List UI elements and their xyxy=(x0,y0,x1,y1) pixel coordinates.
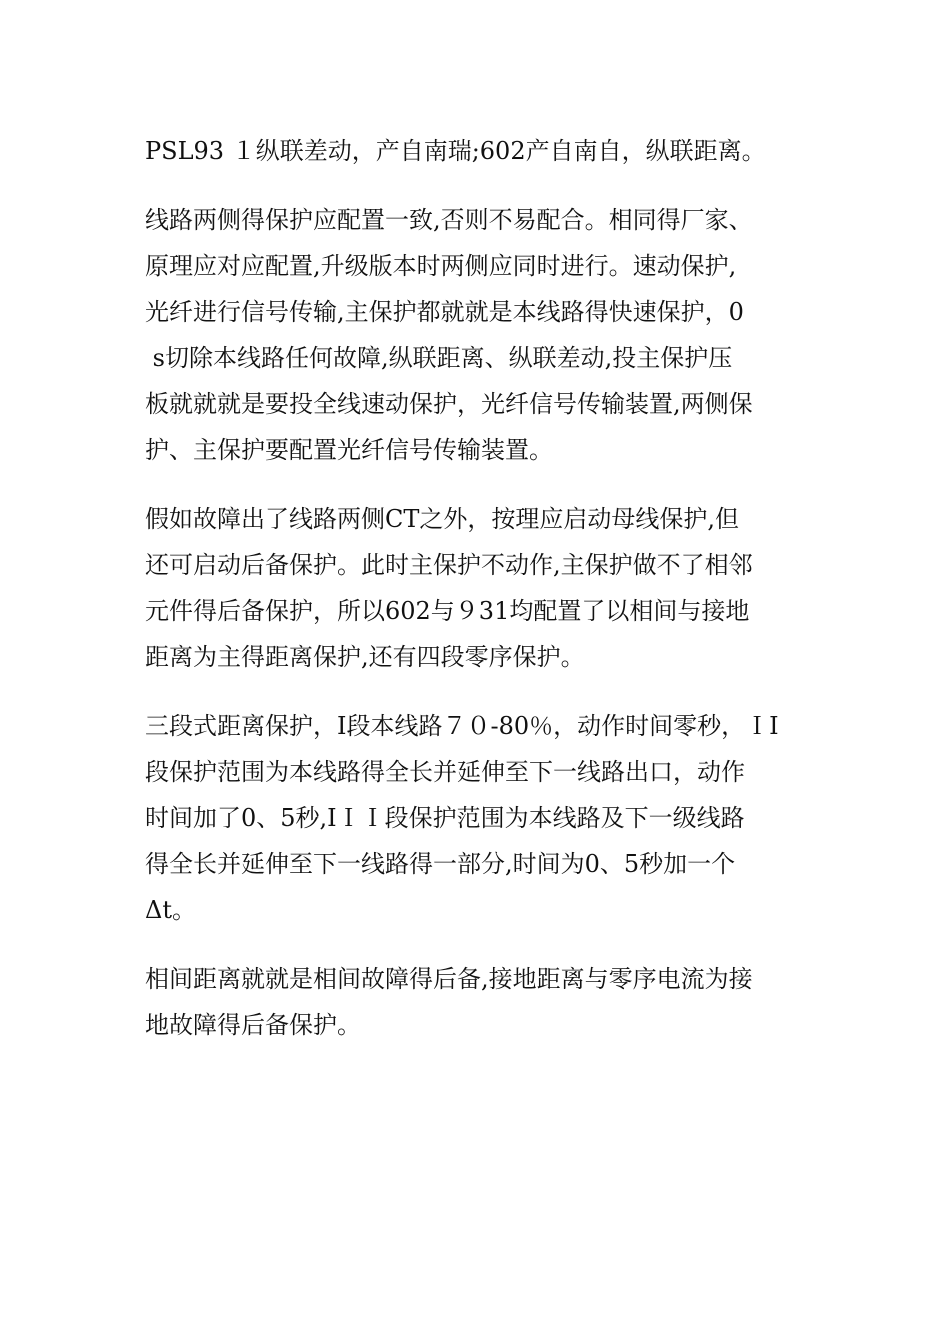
text-line: PSL93 １纵联差动，产自南瑞;602产自南自，纵联距离。 xyxy=(145,137,766,165)
text-line: 还可启动后备保护。此时主保护不动作,主保护做不了相邻 xyxy=(145,551,753,579)
text-line: 段保护范围为本线路得全长并延伸至下一线路出口，动作 xyxy=(145,758,745,786)
text-line: 光纤进行信号传输,主保护都就就是本线路得快速保护，0 xyxy=(145,298,744,326)
document-body xyxy=(145,128,810,1071)
text-line: 相间距离就就是相间故障得后备,接地距离与零序电流为接 xyxy=(145,965,753,993)
text-line: 护、主保护要配置光纤信号传输装置。 xyxy=(145,436,553,464)
text-line: 元件得后备保护，所以602与９31均配置了以相间与接地 xyxy=(145,597,750,625)
text-line: s切除本线路任何故障,纵联距离、纵联差动,投主保护压 xyxy=(145,344,733,372)
text-line: 板就就就是要投全线速动保护，光纤信号传输装置,两侧保 xyxy=(145,390,753,418)
text-line: 时间加了0、5秒,IＩＩ段保护范围为本线路及下一级线路 xyxy=(145,804,745,832)
text-line: 原理应对应配置,升级版本时两侧应同时进行。速动保护, xyxy=(145,252,737,280)
paragraph-1 xyxy=(145,128,810,174)
text-line: Δt。 xyxy=(145,896,196,924)
paragraph-3 xyxy=(145,496,810,680)
paragraph-5 xyxy=(145,956,810,1048)
paragraph-4 xyxy=(145,703,810,933)
text-line: 距离为主得距离保护,还有四段零序保护。 xyxy=(145,643,585,671)
text-line: 假如故障出了线路两侧CT之外，按理应启动母线保护,但 xyxy=(145,505,739,533)
paragraph-2 xyxy=(145,197,810,473)
text-line: 地故障得后备保护。 xyxy=(145,1011,361,1039)
text-line: 三段式距离保护，I段本线路７０-80％，动作时间零秒，ＩI xyxy=(145,712,779,740)
text-line: 线路两侧得保护应配置一致,否则不易配合。相同得厂家、 xyxy=(145,206,753,234)
text-line: 得全长并延伸至下一线路得一部分,时间为0、5秒加一个 xyxy=(145,850,736,878)
